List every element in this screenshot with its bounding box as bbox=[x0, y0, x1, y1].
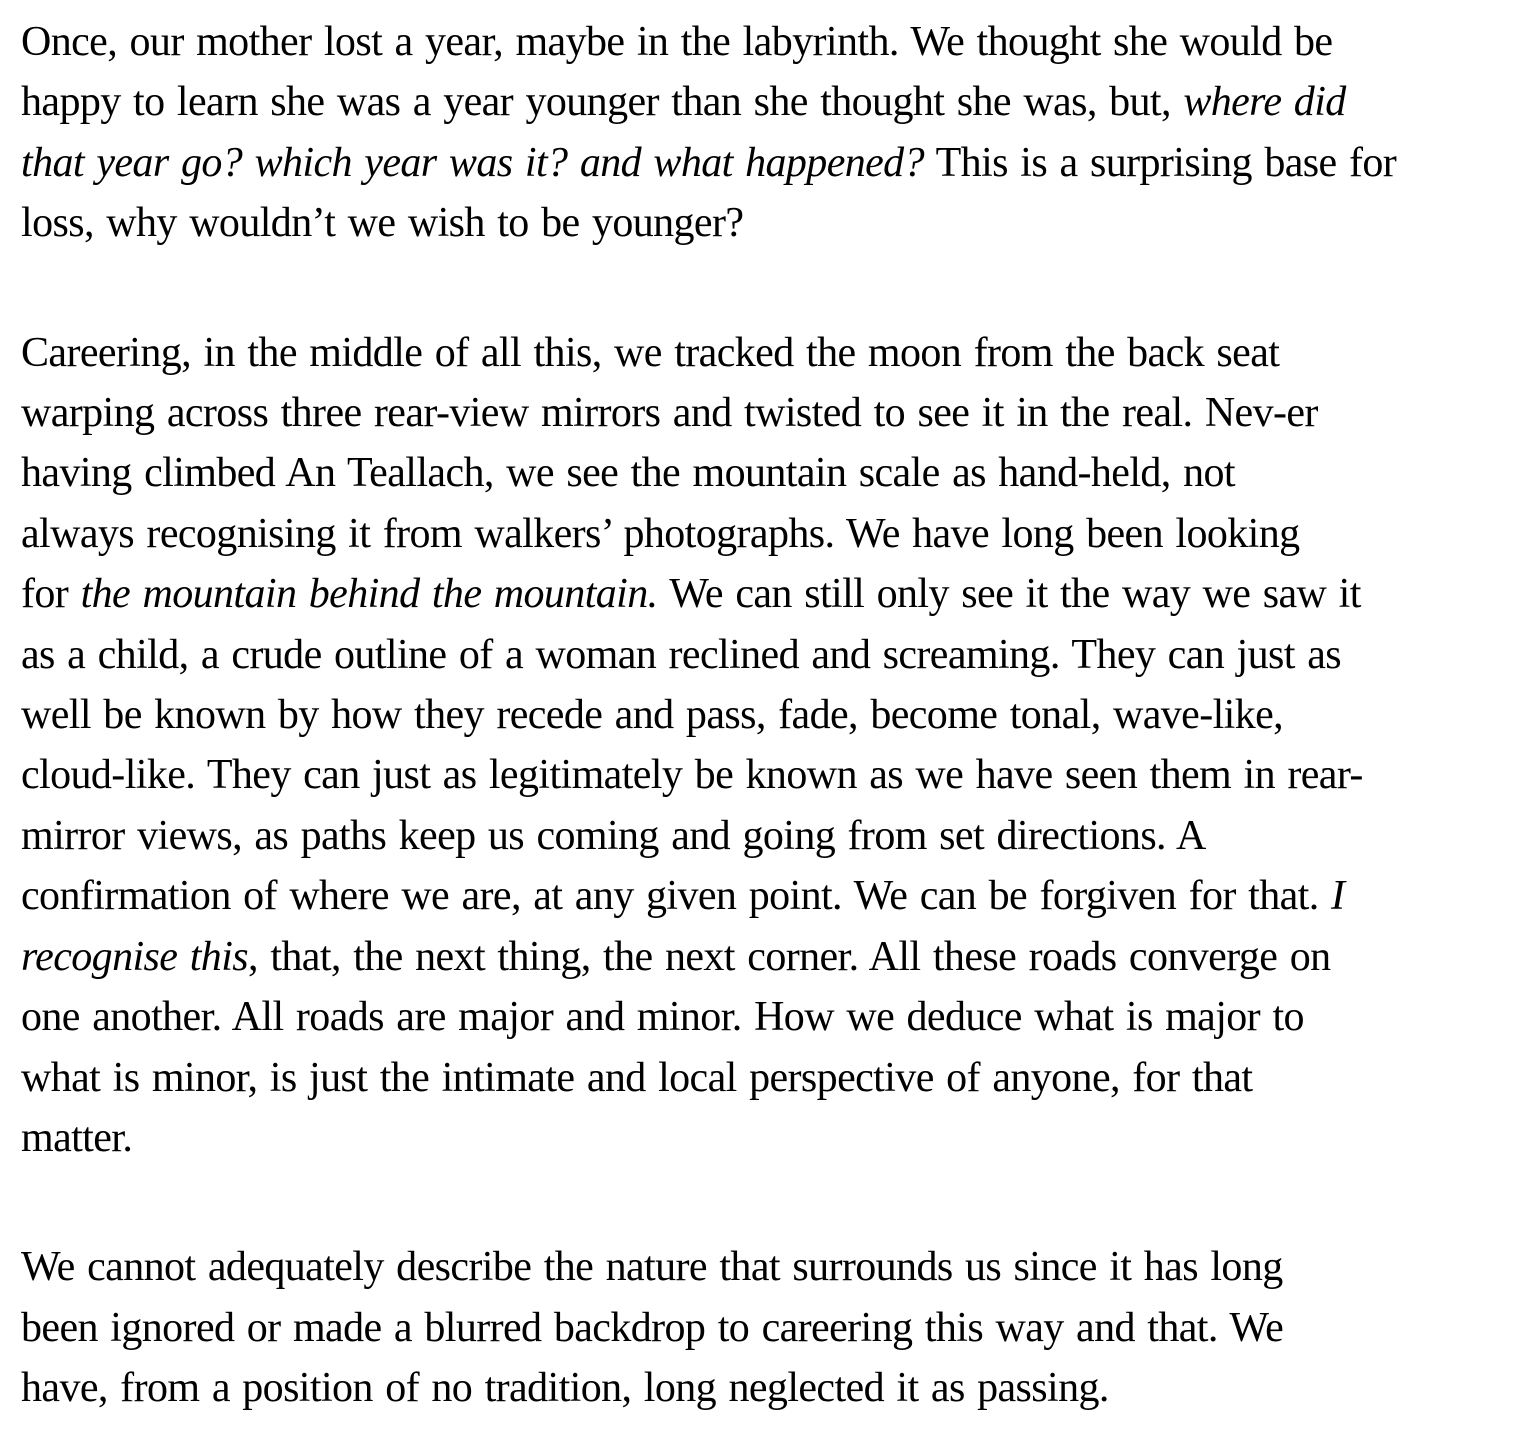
text-segment: mirror views, as paths keep us coming and going from set directions. A bbox=[21, 812, 1206, 859]
text-segment: been ignored or made a blurred backdrop to careering this way and that. We bbox=[21, 1304, 1284, 1351]
text-segment: We can still only see it the way we saw it bbox=[657, 571, 1361, 618]
text-segment: We cannot adequately describe the nature that surrounds us since it has long bbox=[21, 1244, 1283, 1291]
text-line bbox=[21, 1358, 1508, 1418]
text-line bbox=[21, 12, 1508, 72]
text-segment: for bbox=[21, 571, 81, 618]
text-line bbox=[21, 1048, 1508, 1108]
text-segment: have, from a position of no tradition, long neglected it as passing. bbox=[21, 1365, 1109, 1412]
text-line bbox=[21, 1298, 1508, 1358]
text-line bbox=[21, 133, 1508, 193]
text-line bbox=[21, 806, 1508, 866]
text-line bbox=[21, 323, 1508, 383]
text-line bbox=[21, 625, 1508, 685]
text-line bbox=[21, 383, 1508, 443]
text-line bbox=[21, 987, 1508, 1047]
italic-text-segment: I bbox=[1331, 873, 1345, 920]
text-line bbox=[21, 504, 1508, 564]
text-segment: what is minor, is just the intimate and local perspective of anyone, for that bbox=[21, 1054, 1253, 1101]
text-line bbox=[21, 72, 1508, 132]
text-line bbox=[21, 564, 1508, 624]
text-segment: always recognising it from walkers’ photographs. We have long been looking bbox=[21, 510, 1300, 557]
paragraph bbox=[21, 323, 1508, 1169]
text-segment: one another. All roads are major and minor. How we deduce what is major to bbox=[21, 994, 1304, 1041]
text-line bbox=[21, 1108, 1508, 1168]
text-segment: matter. bbox=[21, 1114, 133, 1161]
italic-text-segment: recognise this bbox=[21, 933, 249, 980]
text-segment: , that, the next thing, the next corner. All these roads converge on bbox=[248, 933, 1331, 980]
text-segment: happy to learn she was a year younger than she thought she was, but, bbox=[21, 79, 1184, 126]
text-segment: warping across three rear-view mirrors and twisted to see it in the real. Nev-er bbox=[21, 390, 1318, 437]
text-line bbox=[21, 927, 1508, 987]
italic-text-segment: the mountain behind the mountain. bbox=[80, 571, 658, 618]
text-segment: as a child, a crude outline of a woman reclined and screaming. They can just as bbox=[21, 631, 1342, 678]
paragraph bbox=[21, 12, 1508, 254]
text-segment: Careering, in the middle of all this, we tracked the moon from the back seat bbox=[21, 329, 1280, 376]
text-line bbox=[21, 685, 1508, 745]
text-segment: This is a surprising base for bbox=[923, 139, 1397, 186]
text-line bbox=[21, 193, 1508, 253]
text-segment: confirmation of where we are, at any given point. We can be forgiven for that. bbox=[21, 873, 1332, 920]
text-segment: well be known by how they recede and pass, fade, become tonal, wave-like, bbox=[21, 692, 1284, 739]
text-segment: Once, our mother lost a year, maybe in the labyrinth. We thought she would be bbox=[21, 19, 1333, 65]
text-line bbox=[21, 443, 1508, 503]
italic-text-segment: where did bbox=[1183, 79, 1346, 126]
text-segment: having climbed An Teallach, we see the mountain scale as hand-held, not bbox=[21, 450, 1235, 497]
paragraph bbox=[21, 1237, 1508, 1418]
text-line bbox=[21, 745, 1508, 805]
text-segment: loss, why wouldn’t we wish to be younger? bbox=[21, 200, 744, 247]
text-line bbox=[21, 866, 1508, 926]
italic-text-segment: that year go? which year was it? and what happened? bbox=[21, 139, 924, 186]
text-segment: cloud-like. They can just as legitimately be known as we have seen them in rear- bbox=[21, 752, 1363, 799]
text-line bbox=[21, 1237, 1508, 1297]
